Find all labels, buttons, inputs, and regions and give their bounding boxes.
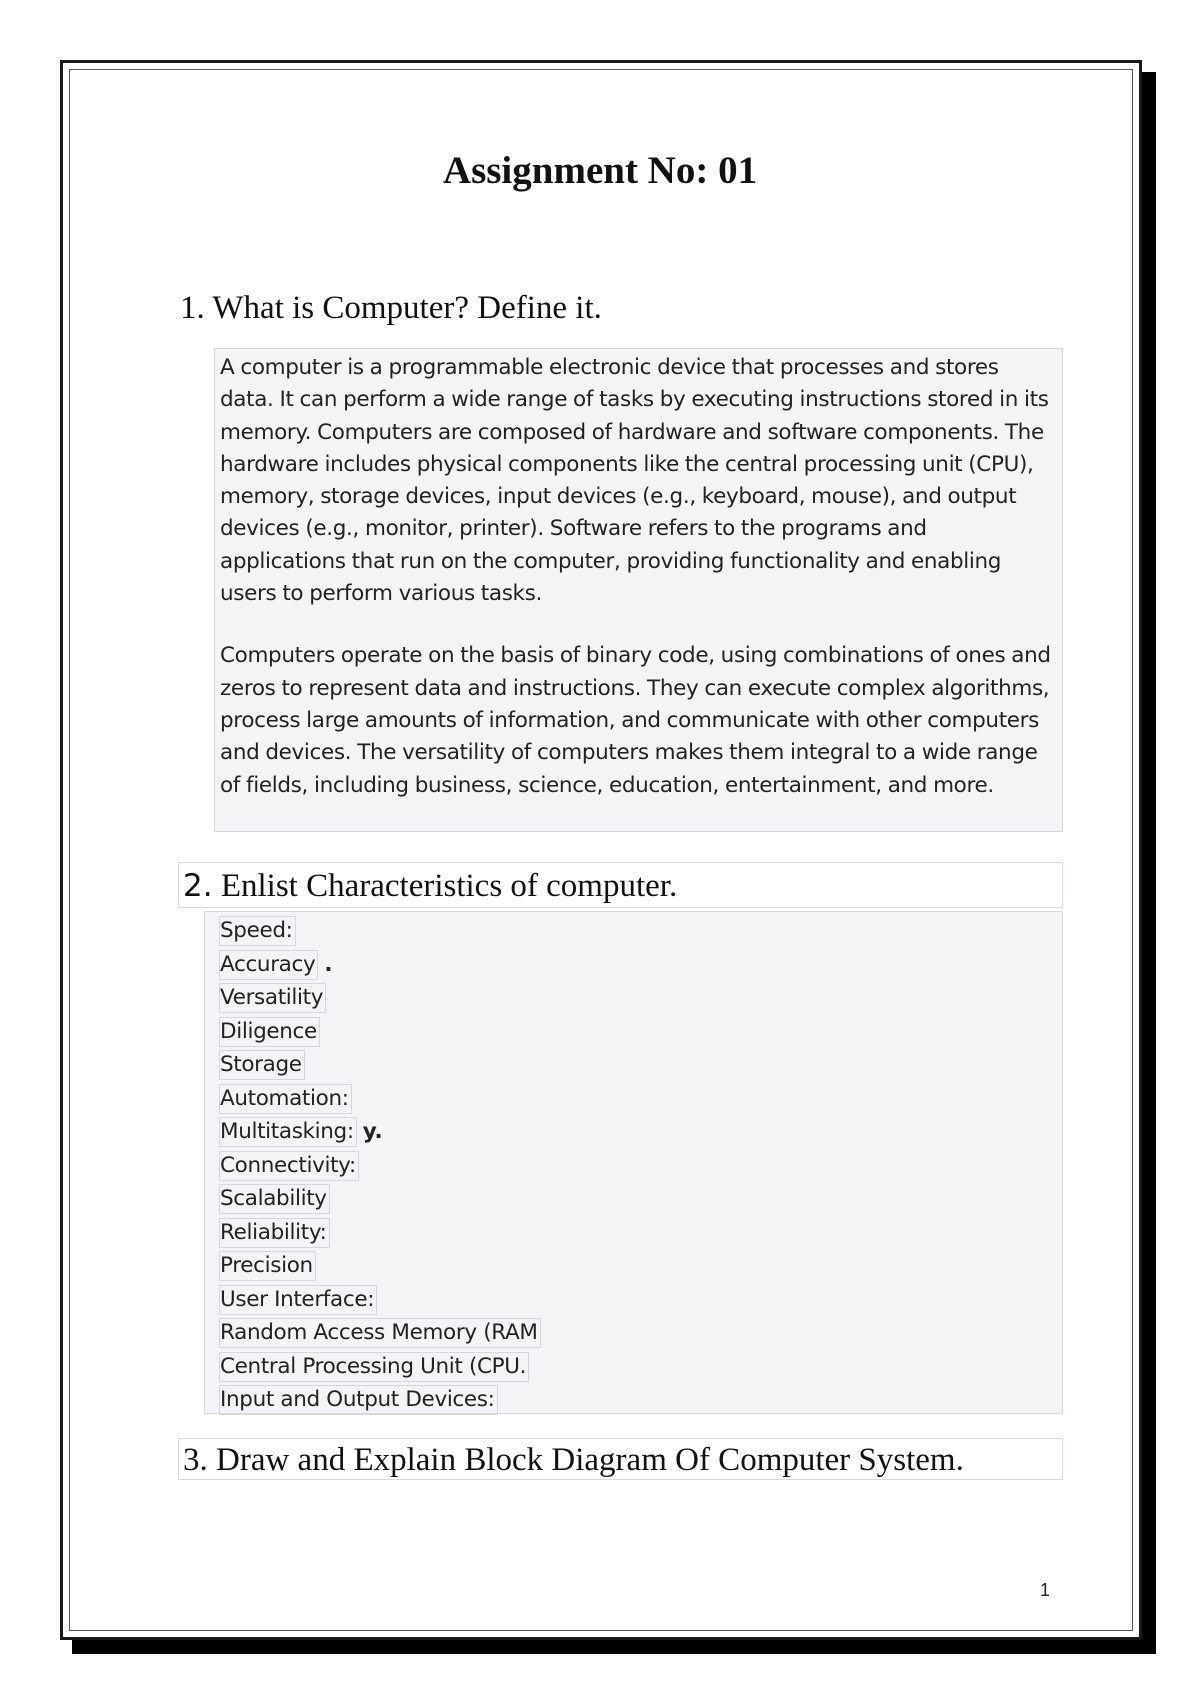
characteristic-label: Central Processing Unit (CPU. [219, 1352, 529, 1382]
characteristic-label: User Interface: [219, 1285, 377, 1315]
characteristic-label: Versatility [219, 983, 326, 1013]
list-item [219, 1316, 541, 1350]
question-1-heading: 1. What is Computer? Define it. [180, 290, 602, 326]
list-item [219, 1115, 541, 1149]
question-3-heading: 3. Draw and Explain Block Diagram Of Computer System. [178, 1438, 1063, 1480]
characteristic-label: Accuracy [219, 950, 318, 980]
list-item [219, 1048, 541, 1082]
characteristic-label: Reliability: [219, 1218, 330, 1248]
list-item [219, 1283, 541, 1317]
question-1-answer [214, 348, 1063, 832]
question-2-text: Enlist Characteristics of computer. [220, 868, 678, 904]
list-item [219, 1082, 541, 1116]
list-item [219, 1350, 541, 1384]
characteristic-extra-text: . [324, 951, 333, 977]
characteristic-label: Speed: [219, 916, 296, 946]
page-number: 1 [1040, 1580, 1051, 1600]
list-item [219, 1182, 541, 1216]
characteristic-extra-text: y. [362, 1119, 383, 1144]
list-item [219, 914, 541, 948]
characteristic-label: Diligence [219, 1017, 320, 1047]
answer-paragraph-2: Computers operate on the basis of binary code, using combinations of ones and zeros to represent data and instructions. They can execute complex algorithms, process large amounts of information, and communicate with other computers and devices. The versatility of computers makes them integral to a wide range of fields, including business, science, education, entertainment, and more. [220, 643, 1051, 798]
characteristic-label: Automation: [219, 1084, 352, 1114]
characteristic-label: Random Access Memory (RAM [219, 1318, 541, 1348]
list-item [219, 1015, 541, 1049]
characteristics-list [219, 914, 541, 1417]
question-2-heading [178, 862, 1063, 908]
list-item [219, 981, 541, 1015]
characteristic-label: Connectivity: [219, 1151, 359, 1181]
characteristic-label: Precision [219, 1251, 316, 1281]
document-title: Assignment No: 01 [442, 149, 758, 192]
answer-paragraph-1: A computer is a programmable electronic device that processes and stores data. It can perform a wide range of tasks by executing instructions stored in its memory. Computers are composed of hardware and software components. The hardware includes physical components like the central processing unit (CPU), memory, storage devices, input devices (e.g., keyboard, mouse), and output devices (e.g., monitor, printer). Software refers to the programs and applications that run on the computer, providing functionality and enabling users to perform various tasks. [220, 355, 1049, 607]
question-2-number: 2. [183, 868, 213, 904]
list-item [219, 1216, 541, 1250]
characteristic-label: Input and Output Devices: [219, 1385, 498, 1415]
characteristic-label: Storage [219, 1050, 305, 1080]
list-item [219, 948, 541, 982]
list-item [219, 1249, 541, 1283]
list-item [219, 1149, 541, 1183]
list-item [219, 1383, 541, 1417]
characteristic-label: Scalability [219, 1184, 330, 1214]
characteristic-label: Multitasking: [219, 1117, 357, 1147]
